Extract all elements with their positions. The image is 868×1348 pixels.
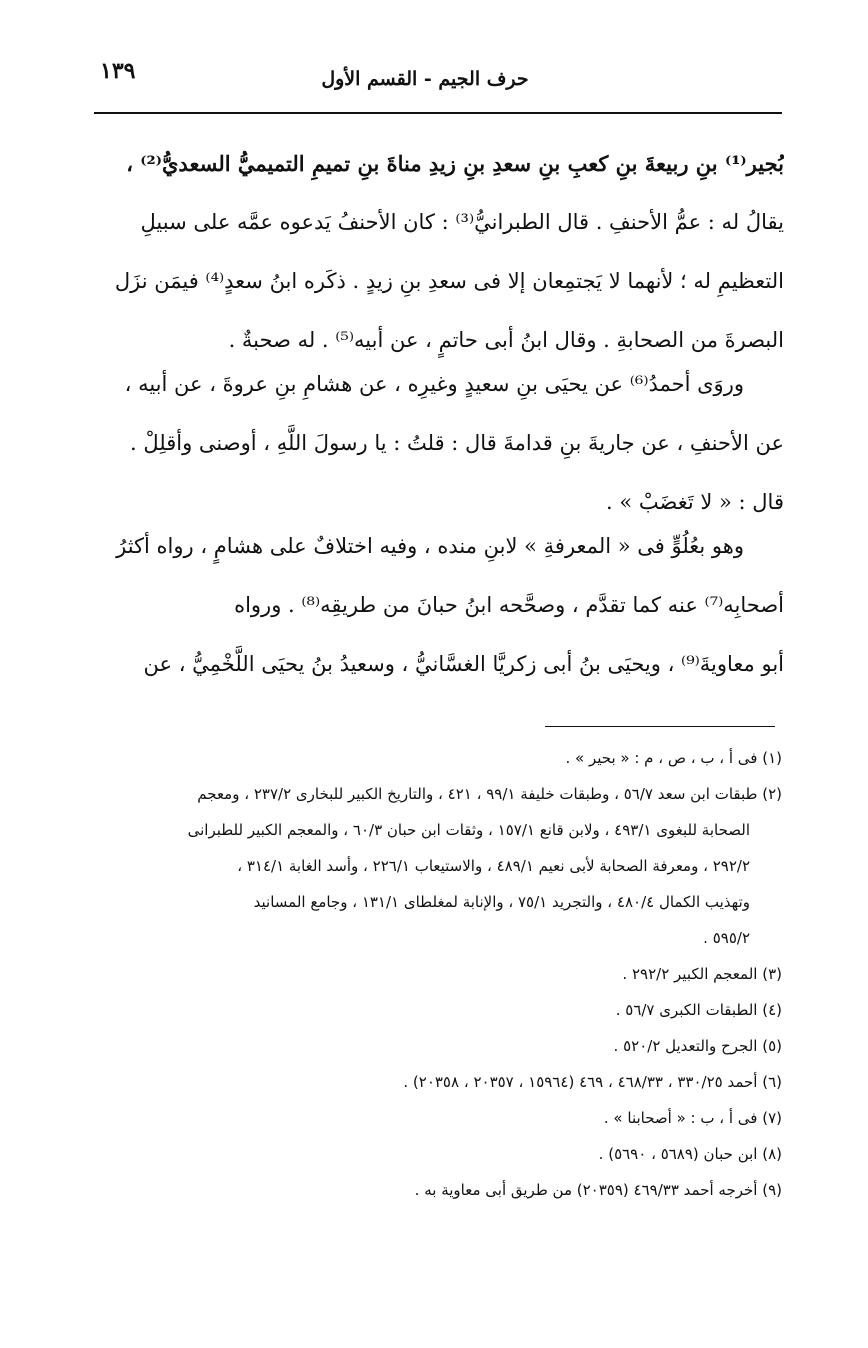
- paragraph-entry-heading: [94, 134, 784, 370]
- text-line: عن الأحنفِ ، عن جاريةَ بنِ قدامةَ قال : قلتُ : يا رسولَ اللَّهِ ، أوصنى وأقلِلْ .: [130, 431, 784, 455]
- text-line: وهو بعُلُوٍّ فى « المعرفةِ » لابنِ منده ، وفيه اختلافٌ على هشامٍ ، رواه أكثرُ: [116, 534, 744, 558]
- text-line: يقالُ له : عمُّ الأحنفِ . قال الطبرانيُّ⁽³⁾ : كان الأحنفُ يَدعوه عمَّه على سبيلِ: [140, 210, 784, 234]
- footnote-line: (٢) طبقات ابن سعد ٥٦/٧ ، وطبقات خليفة ٩٩/١ ، ٤٢١ ، والتاريخ الكبير للبخارى ٢٣٧/٢ ، ومعجم: [197, 785, 782, 803]
- footnote-line: (٨) ابن حبان (٥٦٨٩ ، ٥٦٩٠) .: [598, 1145, 782, 1163]
- page-number: ١٣٩: [100, 58, 136, 84]
- footnote-line: (١) فى أ ، ب ، ص ، م : « بحير » .: [565, 749, 782, 767]
- text-line: أبو معاويةَ⁽⁹⁾ ، ويحيَى بنُ أبى زكريَّا الغسَّانيُّ ، وسعيدُ بنُ يحيَى اللَّخْمِيُّ ، عن: [143, 652, 784, 676]
- text-line: التعظيمِ له ؛ لأنهما لا يَجتمِعان إلا فى سعدِ بنِ زيدٍ . ذكَره ابنُ سعدٍ⁽⁴⁾ فيمَن نزَل: [114, 269, 784, 293]
- text-line: قال : « لا تَغضَبْ » .: [606, 490, 784, 514]
- footnotes: [94, 740, 782, 1208]
- text-line: أصحابِه⁽⁷⁾ عنه كما تقدَّم ، وصحَّحه ابنُ حبانَ من طريقِه⁽⁸⁾ . ورواه: [234, 593, 784, 617]
- footnote-separator: [545, 726, 775, 727]
- paragraph-commentary: [94, 517, 784, 694]
- running-header-title: حرف الجيم - القسم الأول: [321, 68, 529, 90]
- footnote-line: (٣) المعجم الكبير ٢٩٢/٢ .: [622, 965, 782, 983]
- footnote-line: (٧) فى أ ، ب : « أصحابنا » .: [603, 1109, 782, 1127]
- footnote-line: (٤) الطبقات الكبرى ٥٦/٧ .: [615, 1001, 782, 1019]
- paragraph-hadith: [94, 355, 784, 532]
- footnote-line: (٩) أخرجه أحمد ٤٦٩/٣٣ (٢٠٣٥٩) من طريق أبى معاوية به .: [414, 1181, 782, 1199]
- text-line: وروَى أحمدُ⁽⁶⁾ عن يحيَى بنِ سعيدٍ وغيرِه ، عن هشامِ بنِ عروةَ ، عن أبيه ،: [124, 372, 744, 396]
- text-line: البصرةَ من الصحابةِ . وقال ابنُ أبى حاتمٍ ، عن أبيه⁽⁵⁾ . له صحبةٌ .: [228, 328, 784, 352]
- footnote-line: (٥) الجرح والتعديل ٥٢٠/٢ .: [613, 1037, 782, 1055]
- text-line: بُجير⁽¹⁾ بنِ ربيعةَ بنِ كعبِ بنِ سعدِ بنِ زيدِ مناةَ بنِ تميمِ التميميُّ السعديُّ⁽²⁾ ،: [126, 151, 784, 176]
- footnote-line: الصحابة للبغوى ٤٩٣/١ ، ولابن قانع ١٥٧/١ ، وثقات ابن حبان ٦٠/٣ ، والمعجم الكبير للطبرانى: [187, 821, 750, 839]
- header-rule: [94, 112, 782, 114]
- footnote-line: (٦) أحمد ٣٣٠/٢٥ ، ٤٦٨/٣٣ ، ٤٦٩ (١٥٩٦٤ ، ٢٠٣٥٧ ، ٢٠٣٥٨) .: [403, 1073, 782, 1091]
- footnote-line: ٥٩٥/٢ .: [703, 929, 750, 947]
- footnote-line: وتهذيب الكمال ٤٨٠/٤ ، والتجريد ٧٥/١ ، والإنابة لمغلطاى ١٣١/١ ، وجامع المسانيد: [253, 893, 750, 911]
- footnote-line: ٢٩٢/٢ ، ومعرفة الصحابة لأبى نعيم ٤٨٩/١ ، والاستيعاب ٢٢٦/١ ، وأسد الغابة ٣١٤/١ ،: [237, 857, 750, 875]
